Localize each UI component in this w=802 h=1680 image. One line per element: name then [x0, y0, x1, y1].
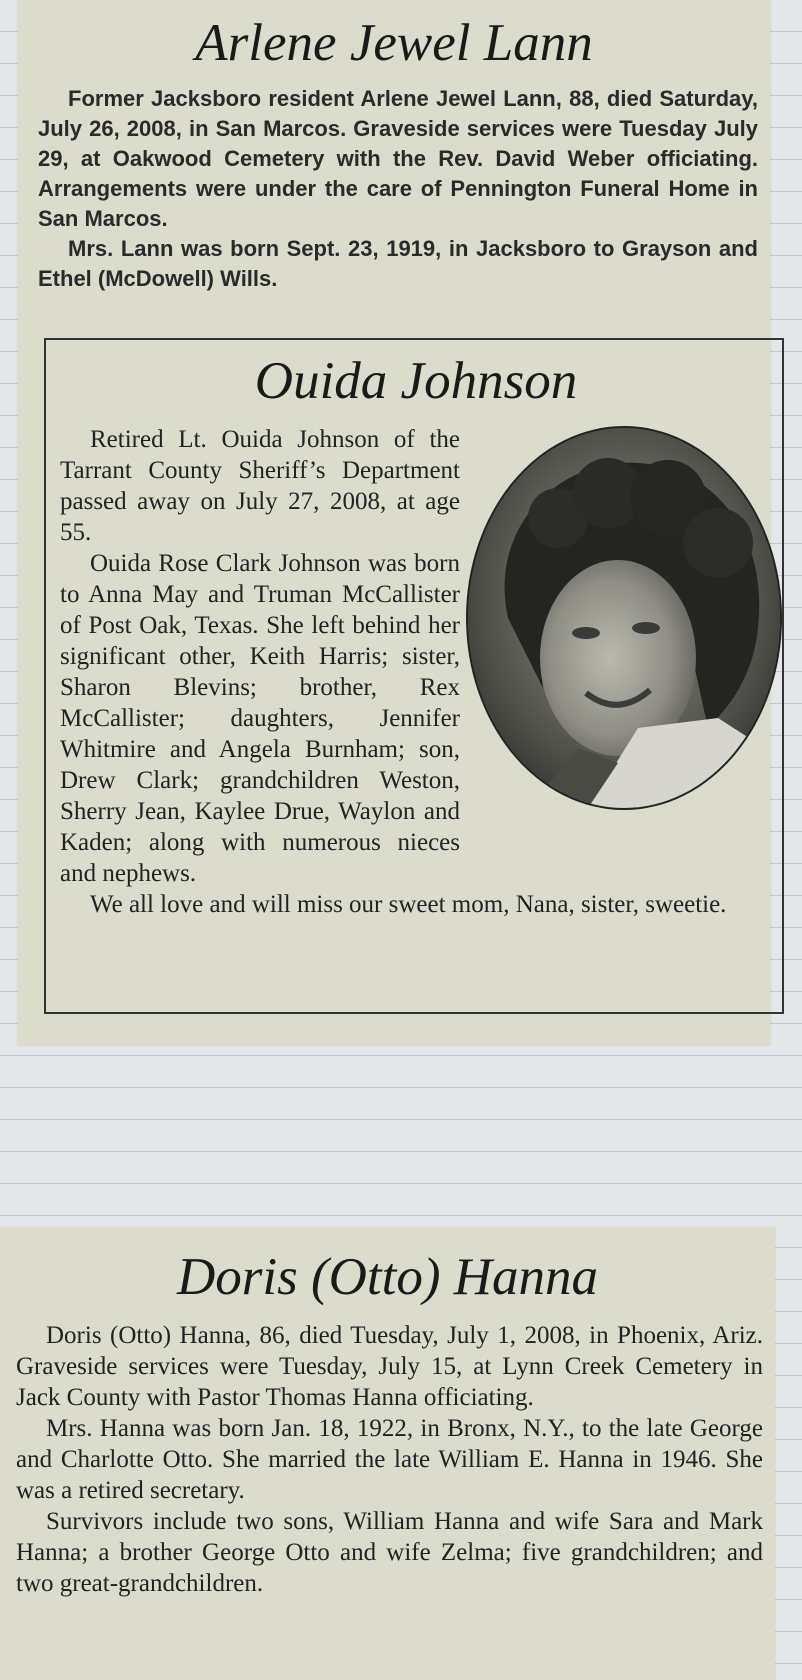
obituary-headline-lann: Arlene Jewel Lann — [195, 14, 593, 72]
obituary-paragraph: Retired Lt. Ouida Johnson of the Tarrant County Sheriff’s Department passed away on July 27, 2008, at age 55. — [60, 426, 460, 546]
obituary-paragraph: Former Jacksboro resident Arlene Jewel Lann, 88, died Saturday, July 26, 2008, in San Marcos. Graveside services were Tuesday July 29, at Oakwood Cemetery with the Rev. David Weber officiating. Arrangements were under the care of Pennington Funeral Home in San Marcos. — [38, 86, 758, 231]
obituary-box-johnson — [44, 338, 784, 1014]
newspaper-clipping-bottom — [0, 1228, 775, 1680]
obituary-headline-hanna: Doris (Otto) Hanna — [176, 1248, 599, 1306]
obituary-body-lann — [38, 84, 758, 294]
obituary-paragraph: Mrs. Lann was born Sept. 23, 1919, in Jacksboro to Grayson and Ethel (McDowell) Wills. — [38, 236, 758, 291]
obituary-paragraph: We all love and will miss our sweet mom, Nana, sister, sweetie. — [90, 891, 727, 918]
obituary-body-johnson — [60, 424, 770, 920]
obituary-body-hanna — [16, 1320, 763, 1599]
obituary-paragraph: Ouida Rose Clark Johnson was born to Anna May and Truman McCallister of Post Oak, Texas. She left behind her significant other, Keith Harris; sister, Sharon Blevins; brother, Rex McCallister; daughters, Jennifer Whitmire and Angela Burnham; son, Drew Clark; grandchildren Weston, Sherry Jean, Kaylee Drue, Waylon and Kaden; along with numerous nieces and nephews. — [60, 550, 460, 887]
obituary-paragraph: Mrs. Hanna was born Jan. 18, 1922, in Bronx, N.Y., to the late George and Charlotte Otto. She married the late William E. Hanna in 1946. She was a retired secretary. — [16, 1415, 763, 1504]
obituary-paragraph: Doris (Otto) Hanna, 86, died Tuesday, July 1, 2008, in Phoenix, Ariz. Graveside services were Tuesday, July 15, at Lynn Creek Cemetery in Jack County with Pastor Thomas Hanna officiating. — [16, 1322, 763, 1411]
newspaper-clipping-top — [18, 0, 770, 1045]
obituary-headline-johnson: Ouida Johnson — [254, 352, 578, 410]
obituary-paragraph: Survivors include two sons, William Hanna and wife Sara and Mark Hanna; a brother George Otto and wife Zelma; five grandchildren; and two great-grandchildren. — [16, 1508, 763, 1597]
